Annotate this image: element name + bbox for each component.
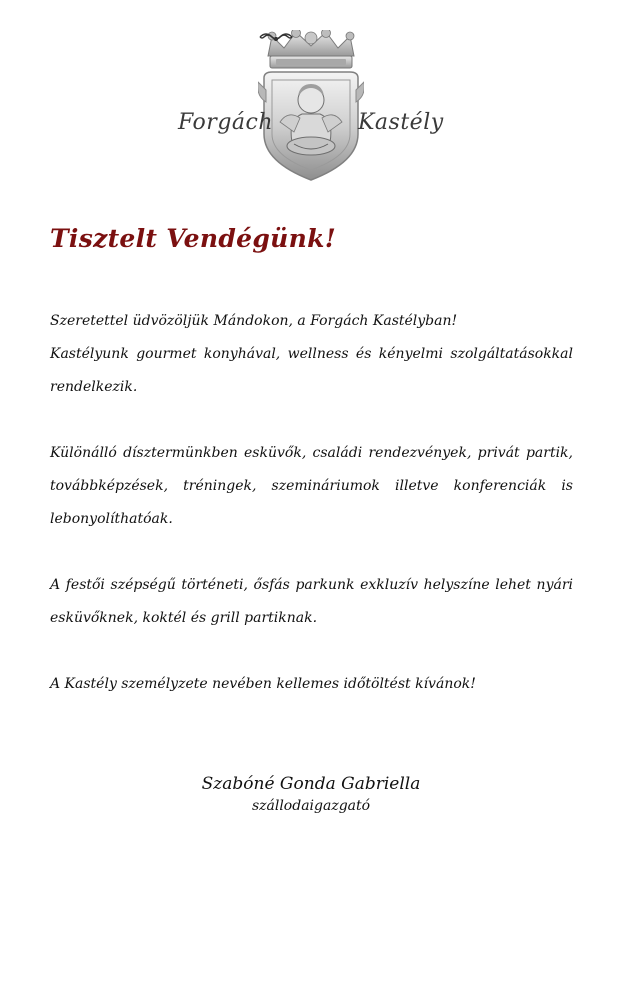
paragraph-park: A festői szépségű történeti, ősfás parkunk exkluzív helyszíne lehet nyári esküvőknek, koktél és grill partiknak. <box>50 577 573 626</box>
paragraph-services: Kastélyunk gourmet konyhával, wellness és kényelmi szolgáltatásokkal rendelkezik. <box>50 346 573 395</box>
paragraph-events: Különálló dísztermünkben esküvők, családi rendezvények, privát partik, továbbképzések, tréningek, szemináriumok illetve konferenciák is lebonyolíthatóak. <box>50 445 573 527</box>
signature-name: Szabóné Gonda Gabriella <box>201 774 421 794</box>
castle-logo <box>176 30 446 190</box>
logo-word-forgach: Forgách <box>178 110 274 135</box>
greeting-heading: Tisztelt Vendégünk! <box>50 224 336 253</box>
signature-block <box>0 772 622 816</box>
flourish-right-icon <box>258 30 294 44</box>
logo-word-kastely: Kastély <box>358 110 444 135</box>
signature-title: szállodaigazgató <box>251 798 371 814</box>
paragraph-closing: A Kastély személyzete nevében kellemes időtöltést kívánok! <box>50 676 476 692</box>
paragraph-welcome: Szeretettel üdvözöljük Mándokon, a Forgách Kastélyban! <box>50 313 458 329</box>
crest-emblem <box>258 30 364 186</box>
letter-body <box>50 305 573 701</box>
